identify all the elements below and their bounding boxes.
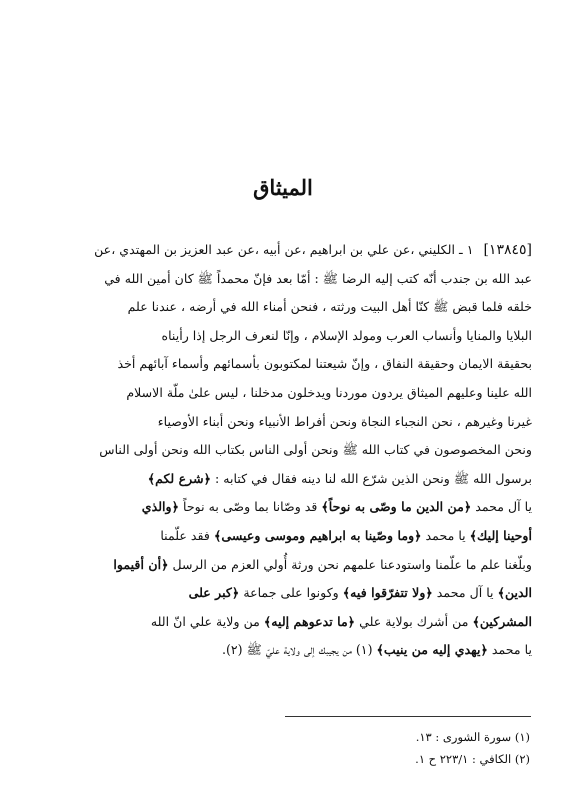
quran-quote: ﴿كبر على	[188, 585, 240, 601]
quran-quote: المشركين﴾	[472, 613, 532, 629]
text-span: يا محمد	[421, 527, 470, 543]
text-line	[62, 608, 532, 637]
text-span: يا آل محمد	[471, 499, 532, 515]
quran-quote: ﴿وما وصّينا به ابراهيم وموسى وعيسى﴾	[213, 527, 422, 543]
text-span: ونحن المخصوصون في كتاب الله ﷺ ونحن أولى الناس بكتاب الله ونحن أولى الناس	[99, 442, 532, 458]
text-span: غيرنا وغيرهم ، نحن النجباء النجاة ونحن أفراط الأنبياء ونحن أبناء الأوصياء	[157, 413, 532, 429]
text-line	[62, 236, 532, 265]
text-line	[62, 579, 532, 608]
text-span: الله علينا وعليهم الميثاق يردون موردنا ويدخلون مدخلنا ، ليس علىٰ ملّة الاسلام	[126, 384, 532, 400]
text-span: من ولاية علي انّ الله	[150, 613, 264, 629]
text-line	[62, 436, 532, 465]
footnote-divider	[285, 716, 531, 717]
quran-quote: ﴿من الدين ما وصّى به نوحاً﴾	[321, 499, 472, 515]
text-line	[62, 493, 532, 522]
text-span: بحقيقة الايمان وحقيقة النفاق ، وإنّ شيعتنا لمكتوبون بأسمائهم وأسماء آبائهم أخذ	[117, 356, 532, 372]
text-span: فقد علّمنا	[160, 527, 214, 543]
quran-quote: أوحينا إليك﴾	[469, 527, 532, 543]
text-line	[62, 265, 532, 294]
text-span: خلقه فلما قبض ﷺ كنّا أهل البيت ورثته ، فنحن أمناء الله في أرضه ، عندنا علم	[127, 299, 532, 315]
text-span: قد وصّانا بما وصّى به نوحاً	[179, 499, 322, 515]
quran-quote: ﴿يهدي إليه من ينيب﴾	[376, 642, 488, 658]
text-span: يا محمد	[487, 642, 532, 658]
quran-quote: ﴿شرع لكم﴾	[147, 470, 212, 486]
text-line	[62, 322, 532, 351]
text-line	[62, 293, 532, 322]
text-span: عبد الله بن جندب أنّه كتب إليه الرضا ﷺ : أمّا بعد فإنّ محمداً ﷺ كان أمين الله في	[104, 270, 532, 286]
footnote: (١) سورة الشورى : ١٣.	[415, 730, 530, 744]
quran-quote: ﴿ولا تتفرّقوا فيه﴾	[342, 585, 433, 601]
text-span: ١ ـ الكليني ،عن علي بن ابراهيم ،عن أبيه ،عن عبد العزيز بن المهتدي ،عن	[94, 242, 474, 257]
hadith-text	[62, 236, 532, 665]
text-line	[62, 522, 532, 551]
text-line	[62, 350, 532, 379]
text-line	[62, 551, 532, 580]
text-line	[62, 636, 532, 665]
quran-quote: ﴿ما تدعوهم إليه﴾	[263, 613, 356, 629]
text-span: وكونوا على جماعة	[239, 585, 343, 601]
quran-quote: الدين﴾	[497, 585, 532, 601]
footnotes	[230, 726, 530, 770]
text-line	[62, 465, 532, 494]
page-title: الميثاق	[253, 175, 313, 200]
text-span: يا آل محمد	[432, 585, 498, 601]
text-span: وبلّغنا علم ما علّمنا واستودعنا علمهم نحن ورثة أُولي العزم من الرسل	[168, 556, 532, 572]
text-line	[62, 408, 532, 437]
quran-quote: ﴿والذي	[141, 499, 180, 515]
footnote: (٢) الكافي : ٢٢٣/١ ح ١.	[415, 752, 530, 766]
hadith-number: [١٣٨٤٥]	[483, 242, 532, 258]
quran-quote: ﴿أن أقيموا	[113, 556, 169, 572]
text-line	[62, 379, 532, 408]
text-span: (١) من يجيبك إلى ولاية عليّ ﷺ (٢).	[221, 642, 377, 658]
text-span: من أشرك بولاية علي	[355, 613, 473, 629]
text-span: برسول الله ﷺ ونحن الذين شرّع الله لنا دينه فقال في كتابه :	[211, 470, 532, 486]
text-span: البلايا والمنايا وأنساب العرب ومولد الإسلام ، وإنّا لنعرف الرجل إذا رأيناه	[161, 327, 532, 343]
